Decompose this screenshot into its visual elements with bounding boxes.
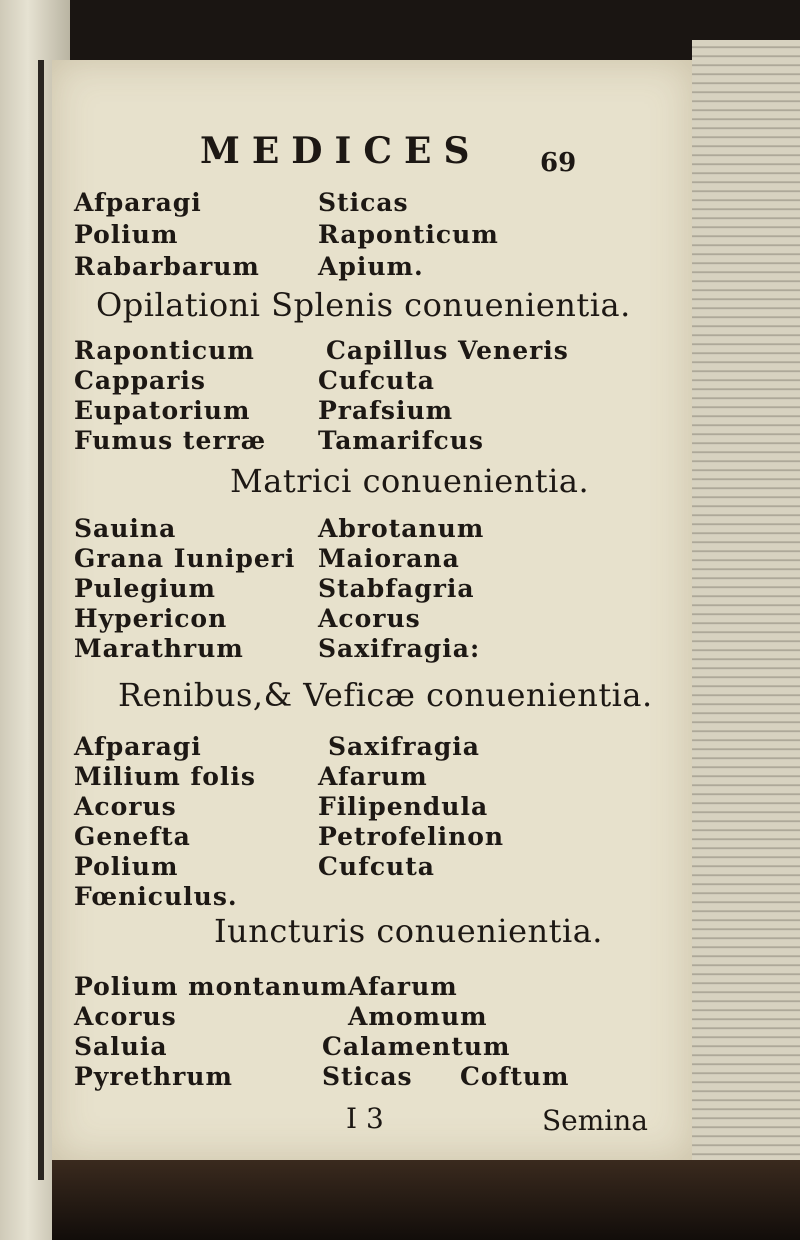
list-item: Grana Iuniperi: [74, 544, 296, 573]
list-item: Abrotanum: [318, 514, 485, 543]
list-item: Polium: [74, 220, 179, 249]
list-item: Prafsium: [318, 396, 454, 425]
list-item: Cufcuta: [318, 852, 435, 881]
list-item: Fœniculus.: [74, 882, 238, 911]
list-item: Raponticum: [74, 336, 255, 365]
signature-mark: I 3: [346, 1102, 384, 1135]
catchword: Semina: [542, 1104, 648, 1137]
list-item: Afparagi: [74, 732, 202, 761]
bottom-shadow: [52, 1160, 800, 1240]
section-heading: Opilationi Splenis conuenientia.: [96, 286, 631, 324]
list-item: Afparagi: [74, 188, 202, 217]
list-item: Tamarifcus: [318, 426, 484, 455]
list-item: Stabfagria: [318, 574, 475, 603]
list-item: Calamentum: [322, 1032, 511, 1061]
list-item: Afarum: [348, 972, 458, 1001]
list-item: Cufcuta: [318, 366, 435, 395]
list-item: Apium.: [318, 252, 424, 281]
list-item: Saxifragia:: [318, 634, 481, 663]
list-item: Genefta: [74, 822, 191, 851]
list-item: Pyrethrum: [74, 1062, 233, 1091]
page-stack-edge: [692, 40, 800, 1180]
list-item: Filipendula: [318, 792, 489, 821]
list-item: Acorus: [74, 792, 177, 821]
list-item: Acorus: [74, 1002, 177, 1031]
list-item: Maiorana: [318, 544, 460, 573]
list-item: Sticas: [318, 188, 409, 217]
section-heading: Renibus,& Veficæ conuenientia.: [118, 676, 653, 714]
list-item: Rabarbarum: [74, 252, 260, 281]
list-item: Fumus terræ: [74, 426, 267, 455]
binding-shadow: [38, 60, 44, 1180]
running-head: MEDICES: [200, 130, 482, 172]
list-item: Eupatorium: [74, 396, 251, 425]
list-item: Capparis: [74, 366, 206, 395]
list-item: Sticas: [322, 1062, 413, 1091]
section-heading: Iuncturis conuenientia.: [214, 912, 603, 950]
list-item: Sauina: [74, 514, 177, 543]
list-item: Afarum: [318, 762, 428, 791]
list-item: Saxifragia: [328, 732, 480, 761]
list-item: Acorus: [318, 604, 421, 633]
list-item: Polium montanum: [74, 972, 348, 1001]
list-item: Milium folis: [74, 762, 256, 791]
page-number: 69: [540, 148, 577, 178]
list-item: Raponticum: [318, 220, 499, 249]
section-heading: Matrici conuenientia.: [230, 462, 590, 500]
list-item: Saluia: [74, 1032, 168, 1061]
list-item: Marathrum: [74, 634, 244, 663]
list-item: Amomum: [348, 1002, 488, 1031]
list-item: Hypericon: [74, 604, 228, 633]
list-item: Coftum: [460, 1062, 570, 1091]
list-item: Polium: [74, 852, 179, 881]
list-item: Pulegium: [74, 574, 216, 603]
list-item: Capillus Veneris: [326, 336, 569, 365]
list-item: Petrofelinon: [318, 822, 505, 851]
